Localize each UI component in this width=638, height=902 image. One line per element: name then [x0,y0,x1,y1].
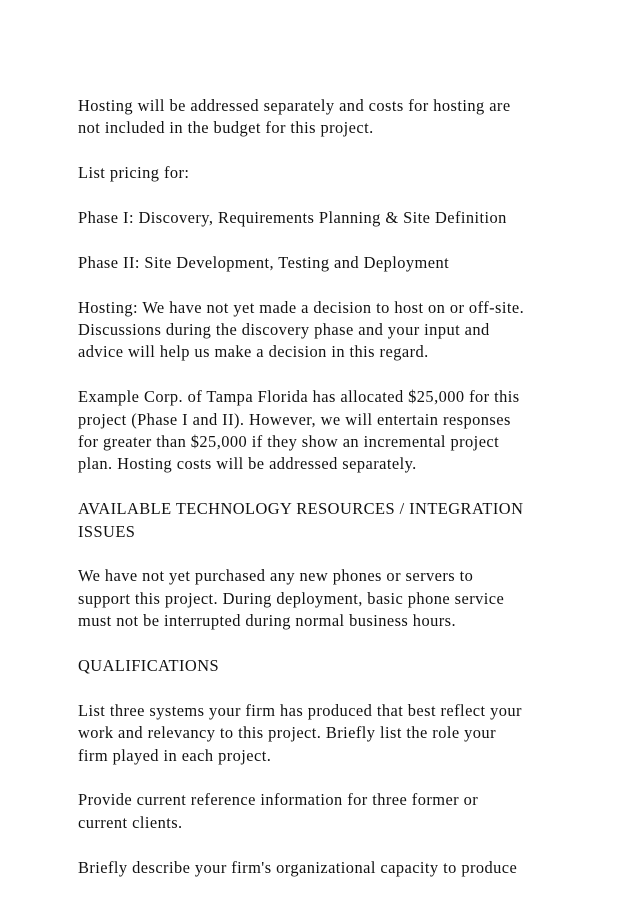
text-line: Phase I: Discovery, Requirements Planning & Site Definition [78,208,507,227]
text-line: firm played in each project. [78,745,272,765]
text-line: Hosting: We have not yet made a decision to host on or off-site. [78,297,525,317]
text-line: We have not yet purchased any new phones or servers to [78,566,474,586]
text-line: support this project. During deployment, basic phone service [78,588,505,608]
text-line: for greater than $25,000 if they show an incremental project [78,432,500,452]
text-line: Hosting will be addressed separately and costs for hosting are [78,96,511,115]
paragraph-budget [78,386,578,476]
text-line: must not be interrupted during normal business hours. [78,611,457,631]
paragraph-phones-servers [78,565,578,632]
text-line: Discussions during the discovery phase and your input and [78,320,490,339]
paragraph-hosting-decision [78,297,578,364]
text-line: Phase II: Site Development, Testing and Deployment [78,252,450,272]
paragraph-references [78,789,578,834]
section-heading-technology [78,498,578,543]
text-line: AVAILABLE TECHNOLOGY RESOURCES / INTEGRATION [78,499,524,519]
paragraph-phase-two [78,252,578,274]
text-line: Example Corp. of Tampa Florida has allocated $25,000 for this [78,387,520,407]
section-heading-qualifications [78,655,578,677]
paragraph-hosting-note [78,95,578,140]
document-body [78,95,578,879]
text-line: current clients. [78,812,183,832]
paragraph-capacity [78,857,578,879]
text-line: QUALIFICATIONS [78,656,220,676]
text-line: ISSUES [78,521,136,541]
text-line: advice will help us make a decision in this regard. [78,342,429,362]
text-line: work and relevancy to this project. Briefly list the role your [78,723,496,743]
text-line: plan. Hosting costs will be addressed separately. [78,454,417,474]
paragraph-phase-one [78,207,578,229]
paragraph-three-systems [78,700,578,767]
text-line: Provide current reference information for three former or [78,790,479,810]
text-line: List pricing for: [78,163,190,183]
text-line: not included in the budget for this project. [78,118,374,138]
text-line: List three systems your firm has produced that best reflect your [78,700,522,720]
paragraph-list-pricing [78,162,578,184]
text-line: project (Phase I and II). However, we will entertain responses [78,409,511,429]
text-line: Briefly describe your firm's organizational capacity to produce [78,857,518,877]
